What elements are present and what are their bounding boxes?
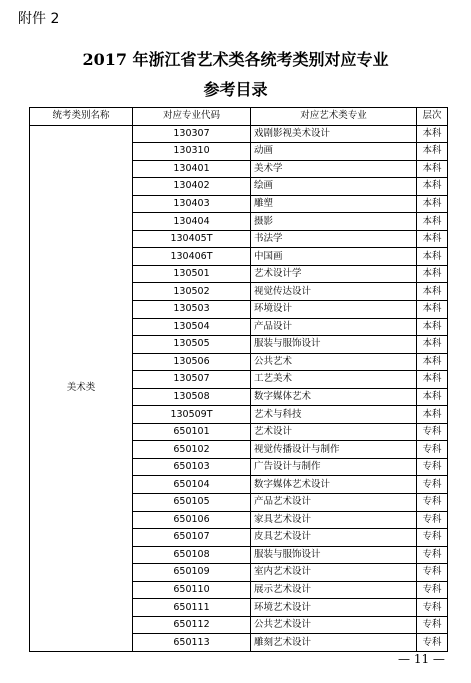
major-name-cell: 家具艺术设计 [251,511,417,529]
major-code-cell: 130502 [133,283,251,301]
major-code-cell: 130504 [133,318,251,336]
level-cell: 专科 [417,441,448,459]
major-name-cell: 室内艺术设计 [251,564,417,582]
level-cell: 本科 [417,388,448,406]
table-body [30,125,448,651]
major-name-cell: 产品设计 [251,318,417,336]
major-name-cell: 广告设计与制作 [251,458,417,476]
major-name-cell: 数字媒体艺术 [251,388,417,406]
major-code-cell: 130310 [133,143,251,161]
major-name-cell: 视觉传播设计与制作 [251,441,417,459]
major-code-cell: 650105 [133,494,251,512]
level-cell: 专科 [417,494,448,512]
level-cell: 专科 [417,546,448,564]
header-major-name: 对应艺术类专业 [251,108,417,126]
major-name-cell: 摄影 [251,213,417,231]
level-cell: 本科 [417,213,448,231]
major-name-cell: 视觉传达设计 [251,283,417,301]
major-name-cell: 环境艺术设计 [251,599,417,617]
page-title: 2017 年浙江省艺术类各统考类别对应专业 [82,50,389,69]
major-name-cell: 工艺美术 [251,371,417,389]
major-name-cell: 雕刻艺术设计 [251,634,417,652]
category-cell: 美术类 [30,125,133,651]
major-name-cell: 绘画 [251,178,417,196]
level-cell: 专科 [417,581,448,599]
level-cell: 本科 [417,318,448,336]
major-name-cell: 环境设计 [251,301,417,319]
level-cell: 本科 [417,160,448,178]
major-name-cell: 数字媒体艺术设计 [251,476,417,494]
header-level: 层次 [417,108,448,126]
level-cell: 本科 [417,406,448,424]
major-code-cell: 130307 [133,125,251,143]
level-cell: 专科 [417,458,448,476]
major-name-cell: 展示艺术设计 [251,581,417,599]
level-cell: 本科 [417,178,448,196]
level-cell: 本科 [417,230,448,248]
level-cell: 本科 [417,195,448,213]
table-row [30,125,448,143]
major-name-cell: 艺术与科技 [251,406,417,424]
major-code-cell: 130508 [133,388,251,406]
major-code-cell: 130506 [133,353,251,371]
level-cell: 专科 [417,476,448,494]
major-code-cell: 130509T [133,406,251,424]
major-code-cell: 650106 [133,511,251,529]
table-header-row [30,108,448,126]
major-name-cell: 皮具艺术设计 [251,529,417,547]
major-code-cell: 650103 [133,458,251,476]
major-code-cell: 130401 [133,160,251,178]
level-cell: 本科 [417,336,448,354]
level-cell: 专科 [417,564,448,582]
page-number: — 11 — [398,652,445,666]
major-name-cell: 公共艺术设计 [251,616,417,634]
level-cell: 专科 [417,511,448,529]
major-code-cell: 130402 [133,178,251,196]
level-cell: 本科 [417,265,448,283]
major-code-cell: 650110 [133,581,251,599]
level-cell: 专科 [417,634,448,652]
major-name-cell: 服装与服饰设计 [251,336,417,354]
major-code-cell: 130406T [133,248,251,266]
major-code-cell: 130505 [133,336,251,354]
level-cell: 本科 [417,353,448,371]
level-cell: 专科 [417,423,448,441]
major-code-cell: 650107 [133,529,251,547]
header-major-code: 对应专业代码 [133,108,251,126]
major-code-cell: 130403 [133,195,251,213]
major-code-cell: 650111 [133,599,251,617]
major-code-cell: 650113 [133,634,251,652]
major-name-cell: 产品艺术设计 [251,494,417,512]
level-cell: 本科 [417,248,448,266]
major-name-cell: 动画 [251,143,417,161]
page-subtitle: 参考目录 [203,80,268,99]
level-cell: 本科 [417,283,448,301]
major-code-cell: 650109 [133,564,251,582]
major-catalog-table [29,107,448,652]
major-code-cell: 130501 [133,265,251,283]
level-cell: 本科 [417,143,448,161]
level-cell: 本科 [417,125,448,143]
major-code-cell: 650102 [133,441,251,459]
major-name-cell: 美术学 [251,160,417,178]
level-cell: 专科 [417,599,448,617]
major-code-cell: 130503 [133,301,251,319]
level-cell: 专科 [417,529,448,547]
major-code-cell: 130404 [133,213,251,231]
major-name-cell: 服装与服饰设计 [251,546,417,564]
major-code-cell: 650112 [133,616,251,634]
level-cell: 本科 [417,301,448,319]
major-name-cell: 戏剧影视美术设计 [251,125,417,143]
major-name-cell: 艺术设计 [251,423,417,441]
major-code-cell: 650101 [133,423,251,441]
level-cell: 专科 [417,616,448,634]
header-exam-category: 统考类别名称 [30,108,133,126]
major-code-cell: 130405T [133,230,251,248]
major-code-cell: 130507 [133,371,251,389]
major-name-cell: 书法学 [251,230,417,248]
major-name-cell: 艺术设计学 [251,265,417,283]
major-name-cell: 公共艺术 [251,353,417,371]
level-cell: 本科 [417,371,448,389]
major-code-cell: 650108 [133,546,251,564]
major-code-cell: 650104 [133,476,251,494]
major-name-cell: 中国画 [251,248,417,266]
major-name-cell: 雕塑 [251,195,417,213]
attachment-label: 附件 2 [18,11,60,27]
